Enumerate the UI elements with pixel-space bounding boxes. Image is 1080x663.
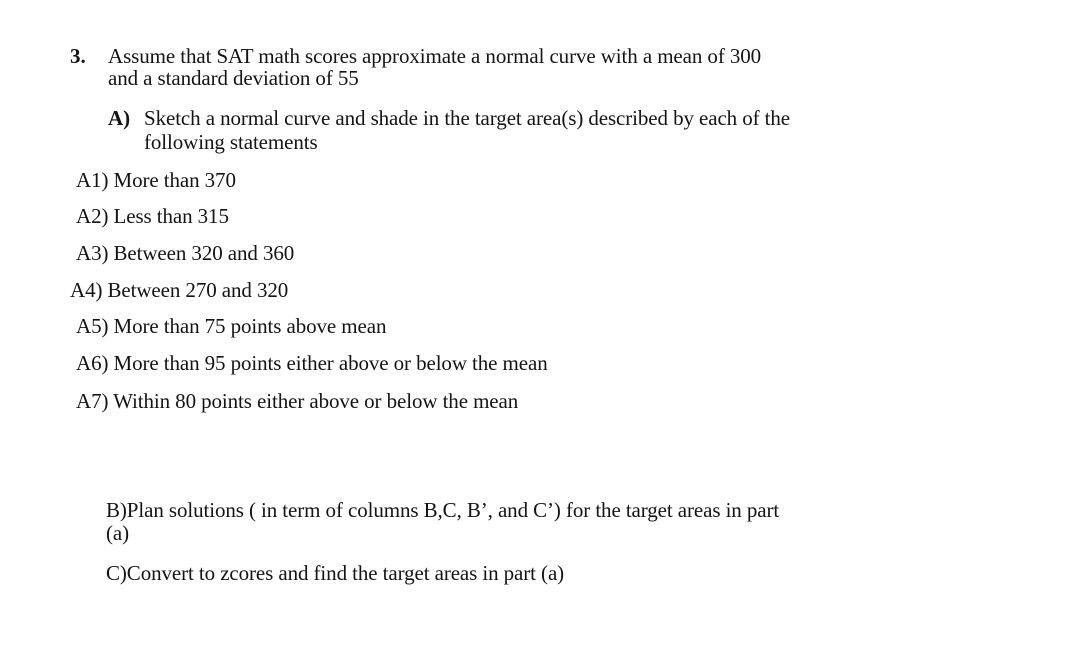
item-a5: A5) More than 75 points above mean [76, 314, 387, 338]
question-number: 3. [70, 44, 86, 68]
part-a-text-line-2: following statements [144, 130, 318, 154]
part-c-text: C)Convert to zcores and find the target areas in part (a) [106, 561, 565, 585]
part-a-label: A) [108, 106, 130, 130]
item-a3: A3) Between 320 and 360 [76, 241, 295, 265]
item-a7: A7) Within 80 points either above or below the mean [76, 389, 519, 413]
item-a2: A2) Less than 315 [76, 204, 229, 228]
question-intro-line-2: and a standard deviation of 55 [108, 66, 359, 90]
item-a1: A1) More than 370 [76, 168, 236, 192]
item-a6: A6) More than 95 points either above or below the mean [76, 351, 548, 375]
part-a-text-line-1: Sketch a normal curve and shade in the target area(s) described by each of the [144, 106, 791, 130]
part-b-text-line-2: (a) [106, 521, 130, 545]
item-a4: A4) Between 270 and 320 [70, 278, 289, 302]
part-b-text-line-1: B)Plan solutions ( in term of columns B,C, B’, and C’) for the target areas in part [106, 498, 780, 522]
question-intro-line-1: Assume that SAT math scores approximate a normal curve with a mean of 300 [108, 44, 762, 68]
